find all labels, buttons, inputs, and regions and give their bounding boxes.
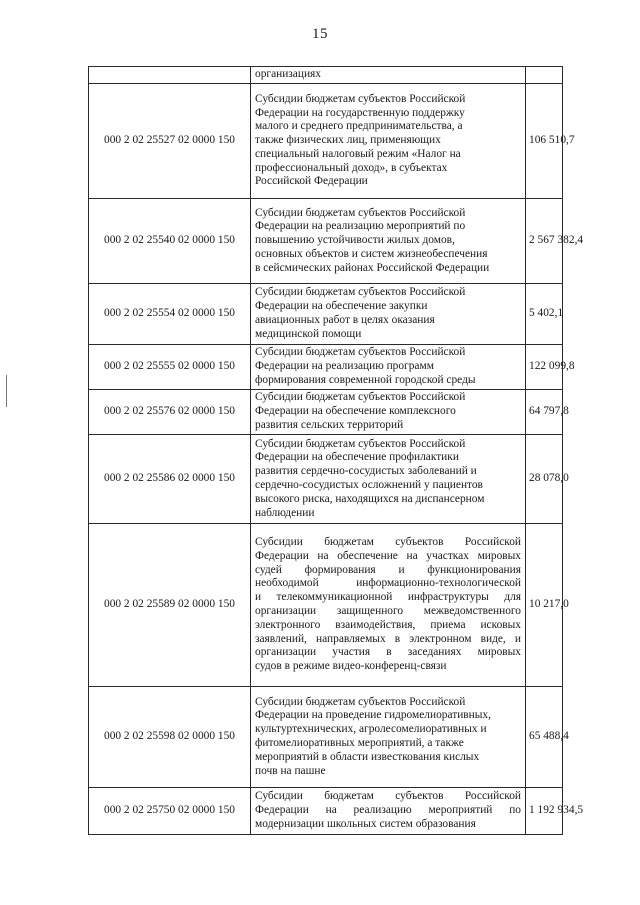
subsidy-name-cell: [251, 435, 526, 524]
subsidy-name-line: Федерации на обеспечение на участках мировых: [255, 549, 521, 562]
subsidy-name-line: профессиональный доход», в субъектах: [255, 161, 448, 174]
budget-table: [88, 66, 584, 835]
subsidy-name-line: Субсидии бюджетам субъектов Российской: [255, 92, 466, 105]
subsidy-name-line: заявлений, направляемых в электронном виде, и: [255, 632, 521, 645]
scan-margin-mark: [6, 375, 7, 407]
subsidy-name-line: мероприятий в области известкования кислых: [255, 750, 480, 763]
subsidy-name-cell: [251, 524, 526, 687]
subsidy-name-line: Субсидии бюджетам субъектов Российской: [255, 790, 521, 803]
subsidy-name-line: Федерации на государственную поддержку: [255, 106, 465, 119]
subsidy-name-line: Федерации на проведение гидромелиоративных,: [255, 709, 491, 722]
subsidy-name-cell: [251, 199, 526, 284]
subsidy-name-line: Федерации на обеспечение закупки: [255, 300, 428, 313]
subsidy-name-line: Субсидии бюджетам субъектов Российской: [255, 286, 466, 299]
subsidy-name-line: развития сердечно-сосудистых заболеваний и: [255, 465, 477, 478]
budget-code-cell: 000 2 02 25576 02 0000 150: [89, 390, 251, 435]
subsidy-name-line: специальный налоговый режим «Налог на: [255, 147, 461, 160]
subsidy-name-line: высокого риска, находящихся на диспансерном: [255, 492, 485, 505]
subsidy-name-line: Федерации на реализацию мероприятий по: [255, 804, 521, 817]
subsidy-name-cell: [251, 788, 526, 835]
subsidy-name-line: судов в режиме видео-конференц-связи: [255, 660, 447, 673]
subsidy-name-line: фитомелиоративных мероприятий, а также: [255, 737, 464, 749]
budget-code-cell: 000 2 02 25555 02 0000 150: [89, 345, 251, 390]
subsidy-name-line: Субсидии бюджетам субъектов Российской: [255, 695, 466, 708]
table-row: [89, 67, 563, 84]
budget-code-cell: 000 2 02 25589 02 0000 150: [89, 524, 251, 687]
subsidy-name-line: развития сельских территорий: [255, 418, 404, 431]
budget-code-cell: 000 2 02 25540 02 0000 150: [89, 199, 251, 284]
amount-cell: 1 192 934,5: [526, 788, 563, 835]
subsidy-name-line: наблюдении: [255, 506, 315, 519]
subsidy-name-cell: [251, 687, 526, 788]
subsidy-name-line: Субсидии бюджетам субъектов Российской: [255, 346, 466, 359]
subsidy-name-line: Субсидии бюджетам субъектов Российской: [255, 536, 521, 549]
amount-cell: 64 797,8: [526, 390, 563, 435]
subsidy-name-line: судей формирования и функционирования: [255, 563, 521, 576]
amount-cell: 2 567 382,4: [526, 199, 563, 284]
subsidy-name-cell: [251, 67, 526, 84]
budget-code-cell: 000 2 02 25554 02 0000 150: [89, 284, 251, 345]
amount-cell: 65 488,4: [526, 687, 563, 788]
subsidy-name-line: электронного взаимодействия, приема исковых: [255, 618, 521, 631]
subsidy-name-line: необходимой информационно-технологической: [255, 577, 521, 590]
table-row: [89, 435, 563, 524]
subsidy-name-cell: [251, 390, 526, 435]
subsidy-name-line: организации участия в заседаниях мировых: [255, 646, 521, 659]
table-row: [89, 788, 563, 835]
amount-cell: 106 510,7: [526, 84, 563, 199]
table-row: [89, 199, 563, 284]
budget-code-cell: 000 2 02 25598 02 0000 150: [89, 687, 251, 788]
page-number: 15: [312, 26, 328, 42]
table-row: [89, 345, 563, 390]
subsidy-name-cell: [251, 284, 526, 345]
budget-code-cell: 000 2 02 25527 02 0000 150: [89, 84, 251, 199]
subsidy-name-cell: [251, 84, 526, 199]
subsidy-name-line: Федерации на реализацию программ: [255, 360, 434, 373]
subsidy-name-line: сердечно-сосудистых осложнений у пациентов: [255, 479, 483, 491]
subsidy-name-line: Субсидии бюджетам субъектов Российской: [255, 206, 466, 219]
table-row: [89, 687, 563, 788]
subsidy-name-line: малого и среднего предпринимательства, а: [255, 120, 463, 133]
budget-code-cell: 000 2 02 25750 02 0000 150: [89, 788, 251, 835]
budget-code-cell: 000 2 02 25586 02 0000 150: [89, 435, 251, 524]
subsidy-name-cell: [251, 345, 526, 390]
subsidy-name-line: Субсидии бюджетам субъектов Российской: [255, 437, 466, 450]
subsidy-name-line: модернизации школьных систем образования: [255, 817, 476, 830]
subsidy-name-line: также физических лиц, применяющих: [255, 134, 441, 147]
subsidy-name-line: в сейсмических районах Российской Федерации: [255, 261, 490, 274]
subsidy-name-line: организациях: [255, 68, 321, 81]
amount-cell: 122 099,8: [526, 345, 563, 390]
subsidy-name-line: Российской Федерации: [255, 175, 368, 188]
subsidy-name-line: Субсидии бюджетам субъектов Российской: [255, 391, 466, 404]
budget-code-cell: [89, 67, 251, 84]
amount-cell: 5 402,1: [526, 284, 563, 345]
subsidy-name-line: основных объектов и систем жизнеобеспечения: [255, 247, 488, 260]
amount-cell: 10 217,0: [526, 524, 563, 687]
subsidy-name-line: культуртехнических, агролесомелиоративных и: [255, 723, 487, 736]
subsidy-name-line: организации защищенного межведомственного: [255, 605, 521, 617]
amount-cell: [526, 67, 563, 84]
amount-cell: 28 078,0: [526, 435, 563, 524]
table-row: [89, 390, 563, 435]
subsidy-name-line: Федерации на обеспечение профилактики: [255, 451, 459, 464]
table-row: [89, 524, 563, 687]
table-row: [89, 84, 563, 199]
subsidy-name-line: медицинской помощи: [255, 327, 362, 340]
subsidy-name-line: Федерации на обеспечение комплексного: [255, 405, 456, 418]
table-row: [89, 284, 563, 345]
subsidy-name-line: и телекоммуникационной инфраструктуры для: [255, 591, 521, 604]
subsidy-name-line: формирования современной городской среды: [255, 373, 476, 386]
subsidy-name-line: повышению устойчивости жилых домов,: [255, 234, 455, 247]
subsidy-name-line: авиационных работ в целях оказания: [255, 314, 435, 326]
subsidy-name-line: Федерации на реализацию мероприятий по: [255, 220, 466, 233]
subsidy-name-line: почв на пашне: [255, 764, 326, 777]
